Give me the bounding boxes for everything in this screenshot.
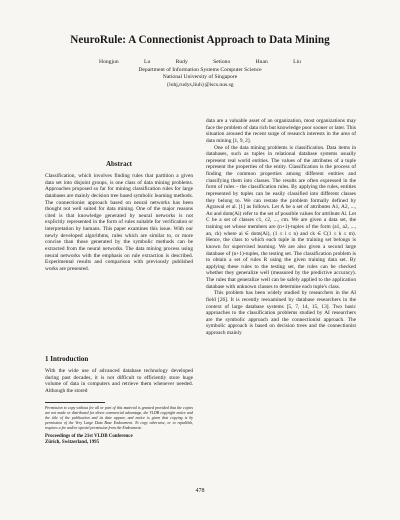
introduction-text: With the wide use of advanced database technology developed during past decades, it is not difficult to efficiently store huge volume of data in computers and retrieve them whenever needed. Although the stored xyxy=(45,368,193,394)
author-department: Department of Information Systems Computer Science xyxy=(138,66,262,73)
right-column xyxy=(206,118,356,337)
author-block xyxy=(0,59,400,89)
abstract-heading: Abstract xyxy=(105,160,133,168)
author-university: National University of Singapore xyxy=(162,74,238,81)
introduction-heading: 1 Introduction xyxy=(45,355,89,363)
paper-title: NeuroRule: A Connectionist Approach to Data Mining xyxy=(70,34,330,46)
abstract-body xyxy=(45,173,193,272)
copyright-footnote xyxy=(45,406,193,431)
abstract-text: Classification, which involves finding rules that partition a given data set into disjoint groups, is one class of data mining problems. Approaches proposed so far for mining classification rules for large databases are mainly decision tree based symbolic learning methods. The connectionist approach based on neural networks has been thought not well suited for data mining. One of the major reasons cited is that knowledge generated by neural networks is not explicitly represented in the form of rules suitable for verification or interpretation by humans. This paper examines this issue. With our newly developed algorithms, rules which are similar to, or more concise than those generated by the symbolic methods can be extracted from the neural networks. The data mining process using neural networks with the emphasis on rule extraction is described. Experimental results and comparison with previously published works are presented. xyxy=(45,173,193,272)
proceedings-line-2: Zürich, Switzerland, 1995 xyxy=(45,439,100,445)
introduction-body xyxy=(45,368,193,395)
proceedings-info xyxy=(45,434,193,446)
proceedings-line-1: Proceedings of the 21st VLDB Conference xyxy=(45,434,133,439)
copyright-text: Permission to copy without fee all or part of this material is granted provided that the copies are not made or distributed for direct commercial advantage, the VLDB copyright notice and the title of the publication and its date appear, and notice is given that copying is by permission of the Very Large Data Base Endowment. To copy otherwise, or to republish, requires a fee and/or special permission from the Endowment. xyxy=(45,406,193,430)
author-email: {luhj,rudys,liuh}@iscs.nus.sg xyxy=(166,81,234,88)
page-number: 478 xyxy=(195,488,205,494)
right-paragraph-3: This problem has been widely studied by researchers in the AI field [26]. It is recently reexamined by database researchers in the context of large database systems [5, 7, 14, 15, 13]. Two basic approaches to the classification problems studied by AI researchers are the symbolic approach and the connectionist approach. The symbolic approach is based on decision trees and the connectionist approach mainly xyxy=(206,290,356,336)
footnote-divider xyxy=(45,402,105,403)
right-paragraph-1: data are a valuable asset of an organization, most organizations may face the problem of data rich but knowledge poor sooner or later. This situation aroused the recent surge of research interests in the area of data mining [1, 9, 2]. xyxy=(206,118,356,144)
author-names: Hongjun Lu Rudy Setiono Huan Liu xyxy=(99,59,301,65)
right-paragraph-2: One of the data mining problems is classification. Data items in databases, such as tuples in relational database systems usually represent real world entities. The values of the attributes of a tuple represent the properties of the entity. Classification is the process of finding the common properties among different entities and classifying them into classes. The results are often expressed in the form of rules – the classification rules. By applying the rules, entities represented by tuples can be easily classified into different classes they belong to. We can restate the problem formally defined by Agrawal et al. [1] as follows. Let A be a set of attributes A1, A2, ..., An and dom(Ai) refer to the set of possible values for attribute Ai. Let C be a set of classes c1, c2, ..., cm. We are given a data set, the training set whose members are (n+1)-tuples of the form (a1, a2, ..., an, ck) where ai ∈ dom(Ai), (1 ≤ i ≤ n) and ck ∈ C(1 ≤ k ≤ m). Hence, the class to which each tuple in the training set belongs is known for supervised learning. We are also given a second large database of (n+1)-tuples, the testing set. The classification problem is to obtain a set of rules R using the given training data set. By applying these rules to the testing set, the rules can be checked whether they generalize well (measured by the predictive accuracy). The rules that generalize well can be safely applied to the application database with unknown classes to determine each tuple's class. xyxy=(206,144,356,290)
